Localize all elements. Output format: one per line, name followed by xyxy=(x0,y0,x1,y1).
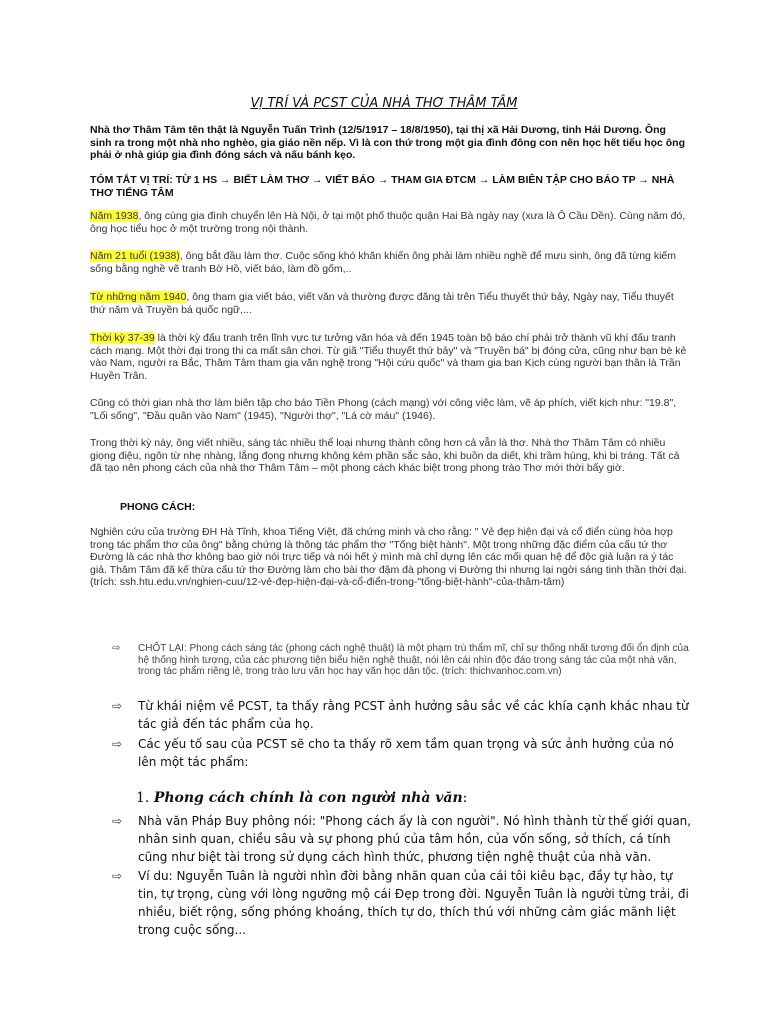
highlight-year: Năm 1938 xyxy=(90,210,139,222)
arrow-right-icon: ⇨ xyxy=(112,643,121,654)
highlight-year: Năm 21 tuổi (1938) xyxy=(90,250,180,262)
arrow-right-icon: ⇨ xyxy=(112,814,123,828)
arrow-right-icon: ⇨ xyxy=(112,699,123,713)
page-title: VỊ TRÍ VÀ PCST CỦA NHÀ THƠ THÂM TÂM xyxy=(250,96,518,111)
bullet-item: ⇨ Ví du: Nguyễn Tuân là người nhìn đời bằng nhãn quan của cái tôi kiêu bạc, đầy tự hào, tự tin, tự trọng, cùng với lòng ngưỡng mộ cái Đẹp trong đời. Nguyễn Tuân là người từng trải, đi nhiều, biết rộng, sống phóng khoáng, thích tự do, thích thú với những cảm giác mãnh liệt trong cuộc sống... xyxy=(112,869,689,937)
intro-paragraph: Nhà thơ Thâm Tâm tên thật là Nguyễn Tuấn Trình (12/5/1917 – 18/8/1950), tại thị xã Hải Dương, tỉnh Hải Dương. Ông sinh ra trong một nhà nho nghèo, gia giáo nền nếp. Vì là con thứ trong một gia đình đông con nên học hết tiểu học ông phải ở nhà giúp gia đình đóng sách và nấu bánh kẹo. xyxy=(90,124,685,161)
section-heading-1: 1. Phong cách chính là con người nhà văn: xyxy=(136,790,468,806)
summary-paragraph: TÓM TẮT VỊ TRÍ: TỪ 1 HS → BIẾT LÀM THƠ → VIẾT BÁO → THAM GIA ĐTCM → LÀM BIÊN TẬP CHO BÁO TP → NHÀ THƠ TIẾNG TÂM xyxy=(90,174,675,199)
bullet-item: ⇨ Các yếu tố sau của PCST sẽ cho ta thấy rõ xem tầm quan trọng và sức ảnh hưởng của nó lên một tác phẩm: xyxy=(112,737,674,769)
highlight-year: Từ những năm 1940 xyxy=(90,291,187,303)
arrow-right-icon: ⇨ xyxy=(112,869,123,883)
bullet-item: ⇨ Từ khái niệm về PCST, ta thấy rằng PCST ảnh hưởng sâu sắc về các khía cạnh khác nhau từ tác giả đến tác phẩm của họ. xyxy=(112,699,689,731)
timeline-paragraph-1: Năm 1938, ông cùng gia đình chuyển lên Hà Nội, ở tại một phố thuộc quận Hai Bà ngày nay (xưa là Ô Cầu Dền). Cùng năm đó, ông học tiểu học ở một trường trong nội thành. xyxy=(90,210,686,235)
timeline-paragraph-3: Từ những năm 1940, ông tham gia viết báo, viết văn và thường được đăng tải trên Tiểu thuyết thứ bảy, Ngày nay, Tiểu thuyết thứ năm và Truyền bá quốc ngữ,... xyxy=(90,291,674,316)
style-heading: PHONG CÁCH: xyxy=(120,501,196,513)
research-paragraph: Nghiên cứu của trường ĐH Hà Tĩnh, khoa Tiếng Việt, đã chứng minh và cho rằng: " Vẻ đẹp hiện đại và cổ điển cùng hòa hợp trong tác phẩm thơ của ông" bằng chứng là thông tác phẩm thơ "Tống biệt hành". Một trong những đặc điểm của cấu tứ thơ Đường là các nhà thơ không bao giờ nói trực tiếp và nói hết ý mình mà chỉ dựng lên các mối quan hệ để độc giả luận ra ý tác giả. Thâm Tâm đã kế thừa cấu tứ thơ Đường làm cho bài thơ đậm đà phong vị Đường thi nhưng lại ngời sáng tinh thần thời đại. (trích: ssh.htu.edu.vn/nghien-cuu/12-vẻ-đẹp-hiện-đại-và-cổ-điển-trong-"tống-biệt-hành"-của-thâm-tâm) xyxy=(90,526,687,588)
bullet-item: ⇨ CHỐT LẠI: Phong cách sáng tác (phong cách nghệ thuật) là một phạm trù thẩm mĩ, chỉ sự thống nhất tương đối ổn định của hệ thống hình tượng, của các phương tiện biểu hiện nghệ thuật, nói lên cái nhìn độc đáo trong sáng tác của một nhà văn, trong tác phẩm riêng lẻ, trong trào lưu văn học hay văn học dân tộc. (trích: thichvanhoc.com.vn) xyxy=(112,643,689,677)
style-paragraph: Trong thời kỳ này, ông viết nhiều, sáng tác nhiều thể loại nhưng thành công hơn cả vẫn là thơ. Nhà thơ Thâm Tâm có nhiều giọng điệu, ngôn từ nhẹ nhàng, lắng đọng nhưng không kém phần sắc sảo, khi buồn da diết, khi trầm hùng, khi bi tráng. Tất cả đã tạo nên phong cách của nhà thơ Thâm Tâm – một phong cách khác biệt trong phong trào Thơ mới thời bấy giờ. xyxy=(90,437,680,474)
highlight-period: Thời kỳ 37-39 xyxy=(90,332,155,344)
timeline-paragraph-2: Năm 21 tuổi (1938), ông bắt đầu làm thơ. Cuộc sống khó khăn khiến ông phải làm nhiều nghề để mưu sinh, ông đã từng kiếm sống bằng nghề vẽ tranh Bờ Hồ, viết báo, làm đồ gốm,.. xyxy=(90,250,676,275)
editor-paragraph: Cũng có thời gian nhà thơ làm biên tập cho báo Tiền Phong (cách mạng) với công việc làm, vẽ áp phích, viết kịch như: "19.8", "Lối sống", "Đầu quân vào Nam" (1945), "Người thợ", "Lá cờ máu" (1946). xyxy=(90,397,677,422)
arrow-right-icon: ⇨ xyxy=(112,737,123,751)
bullet-item: ⇨ Nhà văn Pháp Buy phông nói: "Phong cách ấy là con người". Nó hình thành từ thế giới quan, nhân sinh quan, chiều sâu và sự phong phú của tâm hồn, của vốn sống, sở thích, cá tính cũng như biệt tài trong sử dụng cách hình thức, phương tiện nghệ thuật của nhà văn. xyxy=(112,814,692,864)
timeline-paragraph-4: Thời kỳ 37-39 là thời kỳ đấu tranh trên lĩnh vực tư tưởng văn hóa và đến 1945 toàn bộ báo chí phải trở thành vũ khí đấu tranh cách mạng. Một thời đại trong thi ca mất sân chơi. Từ giã "Tiểu thuyết thứ bảy" và "Truyền bá" bị đóng cửa, cũng như bạn bè kẻ vào Nam, người ra Bắc, Thâm Tâm tham gia văn nghệ trong "Hội cứu quốc" và tham gia ban Kịch cùng người bạn thân là Trần Huyền Trân. xyxy=(90,332,687,382)
